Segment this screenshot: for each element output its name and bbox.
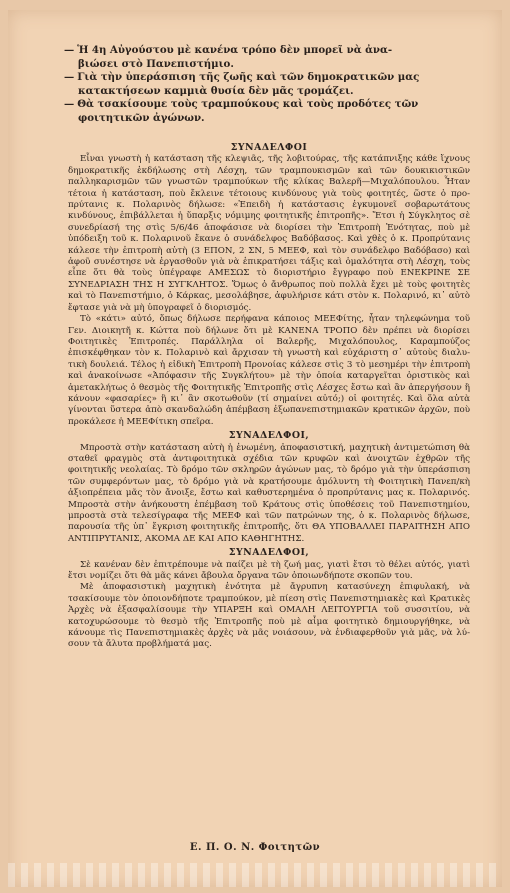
signature-line: Ε. Π. Ο. Ν. Φοιτητῶν (189, 842, 321, 853)
leaflet-body (68, 140, 470, 651)
section-heading-3: ΣΥΝΑΔΕΛΦΟΙ, (228, 547, 310, 559)
headline-list (64, 44, 474, 125)
paragraph-3: Μπροστὰ στὴν κατάσταση αὐτὴ ἡ ἑνωμένη, ἀποφασιστική, μαχητικὴ ἀντιμετώπιση θὰ σταθεῖ φραγμὸς στὰ ἀντιφοιτητικὰ σχέδια τῶν κρυφῶν καὶ ἀνοιχτῶν ἐχθρῶν τῆς φοιτητικῆς νεολαίας. Τὸ δρόμο τῶν σκληρῶν ἀγώνων μας, τὸ δρόμο γιὰ τὴν ὑπεράσπιση τῶν συμφερόντων μας, τὸ δρόμο γιὰ νὰ κρατήσουμε ἀμόλυντη τὴ Φοιτητικὴ Πανεπ/κὴ ἀξιοπρέπεια μᾶς τὸν ἄνοιξε, ἔστω καὶ καθυστερημένα ὁ προπρύτανις μας κ. Πολαρινός. Μπροστὰ στὴν ἀνήκουστη ἐπέμβαση τοῦ Κράτους στὶς ὑποθέσεις τοῦ Πανεπιστημίου, μπροστὰ στὰ τελεσίγραφα τῆς ΜΕΕΦ καὶ τῶν πατρώνων της, ὁ κ. Πολαρινὸς δήλωσε, παρουσία τῆς ὑπ᾿ ἔγκριση φοιτητικῆς ἐπιτροπῆς, ὅτι ΘΑ ΥΠΟΒΑΛΛΕΙ ΠΑΡΑΙΤΗΣΗ ΑΠΟ ΑΝΤΙΠΡΥΤΑΝΙΣ, ΑΚΟΜΑ ΔΕ ΚΑΙ ΑΠΟ ΚΑΘΗΓΗΤΗΣ. (68, 442, 470, 544)
section-heading-2: ΣΥΝΑΔΕΛΦΟΙ, (228, 430, 310, 442)
headline-3-line-2: φοιτητικῶν ἀγώνων. (78, 111, 205, 124)
torn-bottom-edge (8, 863, 502, 887)
headline-2: — Γιὰ τὴν ὑπεράσπιση τῆς ζωῆς καὶ τῶν δημοκρατικῶν μας κατακτήσεων καμμιὰ θυσία δὲν μᾶς τρομάζει. (64, 71, 474, 98)
headline-1: — Ἡ 4η Αὐγούστου μὲ κανένα τρόπο δὲν μπορεῖ νὰ ἀνα- βιώσει στὸ Πανεπιστήμιο. (64, 44, 474, 71)
headline-1-line-1: Ἡ 4η Αὐγούστου μὲ κανένα τρόπο δὲν μπορεῖ νὰ ἀνα- (77, 44, 393, 56)
headline-3: — Θὰ τσακίσουμε τοὺς τραμπούκους καὶ τοὺς προδότες τῶν φοιτητικῶν ἀγώνων. (64, 98, 474, 125)
paragraph-1: Εἶναι γνωστὴ ἡ κατάσταση τῆς κλεψιᾶς, τῆς λοβιτούρας, τῆς κατάπνιξης κάθε ἴχνους δημοκρατικῆς ἐκδήλωσης στὴ Λέσχη, τῶν τραμπουκισμῶν καὶ τῶν δουκικιστικῶν παλληκαρισμῶν τῶν γνωστῶν τραμπούκων τῆς κλίκας Βαλερῆ—Μιχαλόπουλου. Ἦταν τέτοια ἡ κατάσταση, ποὺ ἔκλεινε τέτοιους κινδύνους γιὰ τοὺς φοιτητές, ὥστε ὁ προπρύτανις κ. Πολαρινὸς δήλωσε: «Ἐπειδὴ ἡ κατάστασις ἐγκυμονεῖ σοβαρωτάτους κινδύνους, ἐπιβάλλεται ἡ ὕπαρξις νόμιμης φοιτητικῆς ἐπιτροπῆς». Ἔτσι ἡ Σύγκλητος σὲ συνεδρίασή της στὶς 5/6/46 ἀποφάσισε νὰ διορίσει τὴν Ἐπιτροπὴ Ἑνότητας, ποὺ μὲ ὑπόδειξη τοῦ κ. Πολαρινοῦ ἔκανε ὁ συνάδελφος Βαδόβασος. Καὶ χθὲς ὁ κ. Προπρύτανις κάλεσε τὴν ἐπιτροπὴ αὐτὴ (3 ΕΠΟΝ, 2 ΣΝ, 5 ΜΕΕΦ, καὶ τὸν συνάδελφο Βαδόβασο) καὶ ἀφοῦ συνέστησε νὰ ἐργασθοῦν γιὰ νὰ ἐπικρατήσει τάξις καὶ ὁμαλότητα στὴ Λέσχη, τοὺς εἶπε ὅτι θὰ τοὺς ὑπέγραφε ΑΜΕΣΩΣ τὸ διοριστήριο ἔγγραφο ποὺ ΕΝΕΚΡΙΝΕ ΣΕ ΣΥΝΕΔΡΙΑΣΗ ΤΗΣ Η ΣΥΓΚΛΗΤΟΣ. Ὅμως ὁ ἄνθρωπος ποὺ πολλὰ ἔχει μὲ τοὺς φοιτητὲς καὶ τὸ Πανεπιστήμιο, ὁ Κάρκας, μεσολάβησε, ἀφυλήρισε κάτι στὸν κ. Πολαρινό, κι᾿ αὐτὸ ἔφτασε γιὰ νὰ μὴ ὑπογραφεῖ ὁ διορισμός. (68, 154, 470, 313)
paragraph-5: Μὲ ἀποφασιστικὴ μαχητικὴ ἑνότητα μὲ ἄγρυπνη κατασύνεχη ἐπιφυλακή, νὰ τσακίσουμε τὸν ὁποιονδήποτε τραμπούκον, μὲ πίεση στὶς Πανεπιστημιακὲς καὶ Κρατικὲς Ἀρχὲς νὰ ἐξασφαλίσουμε τὴν ΥΠΑΡΞΗ καὶ ΟΜΑΛΗ ΛΕΙΤΟΥΡΓΙΑ τοῦ συσσιτίου, νὰ κατοχυρώσουμε τὸ θεσμὸ τῆς Ἐπιτροπῆς ποὺ μὲ αἷμα φοιτητικὸ δημιουργήθηκε, νὰ κάνουμε τὶς Πανεπιστημιακὲς ἀρχὲς νὰ μᾶς νοιάσουν, νὰ ἐνδιαφερθοῦν γιὰ μᾶς, νὰ λύσουν τὰ ἄλυτα προβλήματά μας. (68, 582, 470, 650)
headline-2-line-1: Γιὰ τὴν ὑπεράσπιση τῆς ζωῆς καὶ τῶν δημοκρατικῶν μας (77, 71, 420, 83)
headline-3-line-1: Θὰ τσακίσουμε τοὺς τραμπούκους καὶ τοὺς προδότες τῶν (77, 98, 419, 110)
headline-2-line-2: κατακτήσεων καμμιὰ θυσία δὲν μᾶς τρομάζει. (78, 84, 354, 97)
paragraph-2: Τὸ «κάτι» αὐτό, ὅπως δήλωσε περήφανα κάποιος ΜΕΕΦίτης, ἦταν τηλεφώνημα τοῦ Γεν. Διοικητῆ κ. Κώττα ποὺ δήλωνε ὅτι μὲ ΚΑΝΕΝΑ ΤΡΟΠΟ δὲν πρέπει νὰ διορίσει Φοιτητικὲς Ἐπιτροπές. Παράλληλα οἱ Βαλερῆς, Μιχαλόπουλος, Καραμπούζος ἐπισκέφθηκαν τὸν κ. Πολαρινὸ καὶ ἄρχισαν τὴ γνωστὴ καὶ εὐχάριστη σ᾿ αὐτοὺς διαλυτικὴ δουλειά. Τέλος ἡ εἰδικὴ Ἐπιτροπὴ Προνοίας κάλεσε στὶς 3 τὸ μεσημέρι τὴν ἐπιτροπὴ καὶ ἀνακοίνωσε «Ἀπόφασιν τῆς Συγκλήτου» μὲ τὴν ὁποία καταργεῖται ὁριστικὸς καὶ ἀμετακλήτως ὁ θεσμὸς τῆς Φοιτητικῆς Ἐπιτροπῆς στὶς Λέσχες ἔστω καὶ ἂν ἀπεργήσουν ἢ κάνουν «φασαρίες» ἢ κι᾿ ἂν σκοτωθοῦν (τί σημαίνει αὐτό;) οἱ φοιτητές. Καὶ ὅλα αὐτὰ γίνονται ὕστερα ἀπὸ σκανδαλώδη ἀπέμβαση ἐξωπανεπιστημιακῶν κρατικῶν ἀρχῶν, ποὺ προκάλεσε ἡ ΜΕΕΦίτικη σπεῖρα. (68, 314, 470, 427)
paragraph-4: Σὲ κανέναν δὲν ἐπιτρέπουμε νὰ παίζει μὲ τὴ ζωή μας, γιατὶ ἔτσι τὸ θέλει αὐτός, γιατὶ ἔτσι νομίζει ὅτι θὰ μᾶς κάνει ἄβουλα ὄργανα τῶν ὁποιωνδήποτε σκοπῶν του. (68, 559, 470, 582)
leaflet-sheet (8, 10, 502, 887)
section-heading-1: ΣΥΝΑΔΕΛΦΟΙ (230, 142, 308, 153)
headline-1-line-2: βιώσει στὸ Πανεπιστήμιο. (78, 57, 234, 70)
